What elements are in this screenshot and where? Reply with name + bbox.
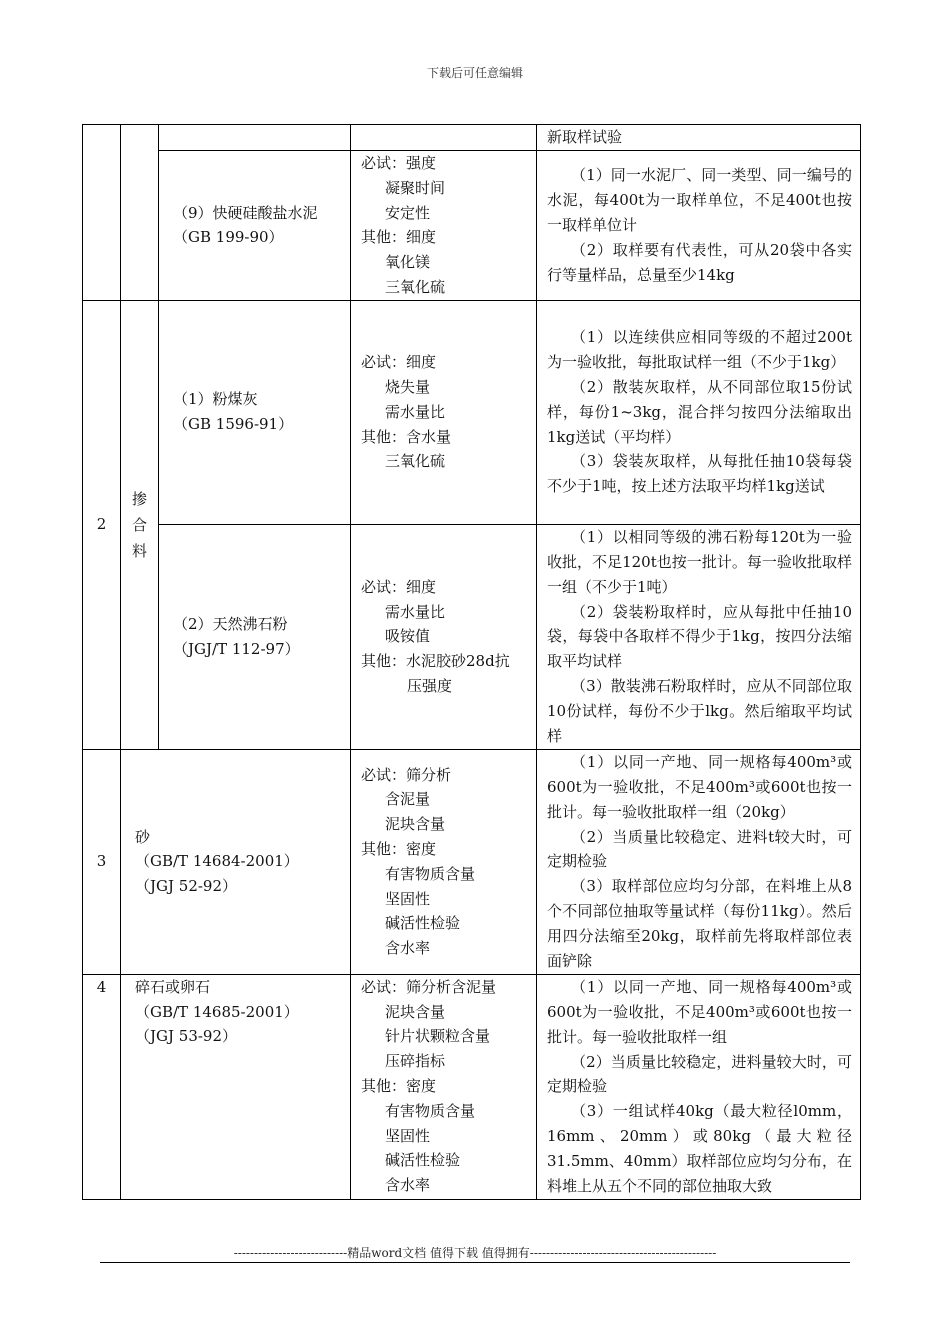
- rule-paragraph: （1）同一水泥厂、同一类型、同一编号的水泥，每400t为一取样单位，不足400t也按一取样单位计: [547, 166, 852, 234]
- test-item: 必试：强度: [361, 154, 437, 172]
- table-row: [83, 125, 861, 151]
- material-cell: [121, 749, 351, 974]
- test-item: 含水率: [385, 939, 431, 958]
- test-item: 坚固性: [385, 1126, 431, 1145]
- test-item: 氧化镁: [385, 253, 431, 272]
- test-item: 其他：水泥胶砂28d抗: [361, 652, 510, 671]
- cell-line: （JGJ/T 112-97）: [173, 639, 300, 658]
- test-item: 必试：细度: [361, 353, 437, 372]
- test-items-cell: [351, 974, 537, 1199]
- test-item: 坚固性: [385, 889, 431, 908]
- test-item: 有害物质含量: [385, 1101, 476, 1120]
- test-item: 三氧化硫: [385, 277, 446, 296]
- rule-paragraph: （3）袋装灰取样，从每批任抽10袋每袋不少于1吨，按上述方法取平均样1kg送试: [547, 452, 852, 496]
- test-item: 凝聚时间: [385, 178, 446, 197]
- rule-paragraph: （2）袋装粉取样时，应从每批中任抽10袋，每袋中各取样不得少于1kg，按四分法缩取平均试样: [547, 602, 852, 671]
- test-item: 需水量比: [385, 602, 446, 621]
- test-items-cell: [351, 125, 537, 151]
- page-footer: ----------------------------精品word文档 值得下载 值得拥有----------------------------------------------: [233, 1246, 717, 1260]
- cell-line: （2）天然沸石粉: [173, 614, 288, 633]
- test-items-cell: [351, 749, 537, 974]
- material-cell: [121, 974, 351, 1199]
- cell-line: 砂: [135, 827, 151, 846]
- rule-paragraph: （1）以相同等级的沸石粉每120t为一验收批，不足120t也按一批计。每一验收批取样一组（不少于1吨）: [547, 528, 852, 596]
- footer-rule: [100, 1262, 850, 1263]
- rule-paragraph: （1）以连续供应相同等级的不超过200t为一验收批，每批取试样一组（不少于1kg）: [547, 328, 852, 372]
- sampling-rule-cell: [537, 974, 861, 1199]
- test-item: 其他：密度: [361, 1076, 437, 1095]
- material-cell: [159, 151, 351, 301]
- cell-line: （GB 199-90）: [173, 228, 284, 247]
- row-number: 4: [83, 974, 121, 1199]
- rule-paragraph: （1）以同一产地、同一规格每400m³或600t为一验收批，不足400m³或600t也按一批计。每一验收批取样一组: [547, 978, 852, 1046]
- rule-paragraph: （3）散装沸石粉取样时，应从不同部位取10份试样，每份不少于lkg。然后缩取平均试样: [547, 676, 852, 745]
- test-item: 泥块含量: [385, 1002, 446, 1021]
- test-item: 必试：筛分析: [361, 765, 452, 784]
- test-item: 其他：含水量: [361, 427, 452, 446]
- sampling-rule-cell: [537, 749, 861, 974]
- cell-line: （1）粉煤灰: [173, 390, 258, 409]
- table-row: [83, 151, 861, 301]
- test-item: 压碎指标: [385, 1052, 446, 1071]
- table-row: [83, 974, 861, 1199]
- row-number: 3: [83, 749, 121, 974]
- sampling-table: [82, 124, 861, 1200]
- cell-line: （GB/T 14685-2001）: [135, 1002, 299, 1021]
- test-item: 必试：细度: [361, 577, 437, 596]
- sampling-rule-cell: 新取样试验: [537, 125, 861, 151]
- test-items-cell: [351, 151, 537, 301]
- test-item: 必试：筛分析含泥量: [361, 977, 497, 996]
- sampling-rule-cell: [537, 300, 861, 524]
- sampling-rule-cell: [537, 524, 861, 749]
- cell-line: 碎石或卵石: [135, 977, 211, 996]
- test-item: 安定性: [385, 203, 431, 222]
- test-item: 其他：密度: [361, 839, 437, 858]
- cell-line: 掺: [131, 489, 147, 508]
- test-item: 其他：细度: [361, 228, 437, 247]
- num-cell: [83, 125, 121, 301]
- test-items-cell: [351, 524, 537, 749]
- test-item: 三氧化硫: [385, 452, 446, 471]
- test-item: 含水率: [385, 1176, 431, 1195]
- cell-line: （9）快硬硅酸盐水泥: [173, 203, 318, 222]
- category-label: [121, 300, 159, 749]
- cell-line: 料: [131, 541, 147, 560]
- test-item: 碱活性检验: [385, 1151, 461, 1170]
- test-items-cell: [351, 300, 537, 524]
- rule-paragraph: （2）取样要有代表性，可从20袋中各实行等量样品，总量至少14kg: [547, 240, 852, 284]
- test-item: 含泥量: [385, 790, 431, 809]
- test-item: 压强度: [407, 676, 453, 695]
- test-item: 吸铵值: [385, 627, 431, 646]
- rule-paragraph: （3）一组试样40kg（最大粒径l0mm，16mm、20mm）或80kg（最大粒径31.5mm、40mm）取样部位应均匀分布，在料堆上从五个不同的部位抽取大致: [547, 1102, 852, 1195]
- cell-line: 合: [131, 515, 147, 534]
- test-item: 泥块含量: [385, 815, 446, 834]
- test-item: 烧失量: [385, 378, 431, 397]
- cell-line: （JGJ 52-92）: [135, 877, 238, 896]
- row-number: 2: [83, 300, 121, 749]
- table-row: [83, 524, 861, 749]
- test-item: 有害物质含量: [385, 864, 476, 883]
- rule-paragraph: （2）散装灰取样，从不同部位取15份试样，每份1~3kg，混合拌匀按四分法缩取出1kg送试（平均样）: [547, 378, 852, 446]
- cell-line: （GB/T 14684-2001）: [135, 852, 299, 871]
- table-row: [83, 749, 861, 974]
- material-cell: [159, 125, 351, 151]
- rule-paragraph: （2）当质量比较稳定、进料t较大时，可定期检验: [547, 827, 852, 871]
- category-cell: [121, 125, 159, 301]
- page-header: 下载后可任意编辑: [426, 66, 523, 80]
- rule-paragraph: （2）当质量比较稳定，进料量较大时，可定期检验: [547, 1052, 852, 1096]
- table-row: [83, 300, 861, 524]
- test-item: 针片状颗粒含量: [385, 1027, 491, 1046]
- material-cell: [159, 524, 351, 749]
- cell-line: （JGJ 53-92）: [135, 1027, 238, 1046]
- rule-paragraph: （1）以同一产地、同一规格每400m³或600t为一验收批，不足400m³或600t也按一批计。每一验收批取样一组（20kg）: [547, 753, 852, 821]
- test-item: 碱活性检验: [385, 914, 461, 933]
- test-item: 需水量比: [385, 402, 446, 421]
- rule-paragraph: （3）取样部位应均匀分部，在料堆上从8个不同部位抽取等量试样（每份11kg）。然后用四分法缩至20kg，取样前先将取样部位表面铲除: [547, 877, 852, 970]
- cell-line: （GB 1596-91）: [173, 415, 294, 434]
- sampling-rule-cell: [537, 151, 861, 301]
- material-cell: [159, 300, 351, 524]
